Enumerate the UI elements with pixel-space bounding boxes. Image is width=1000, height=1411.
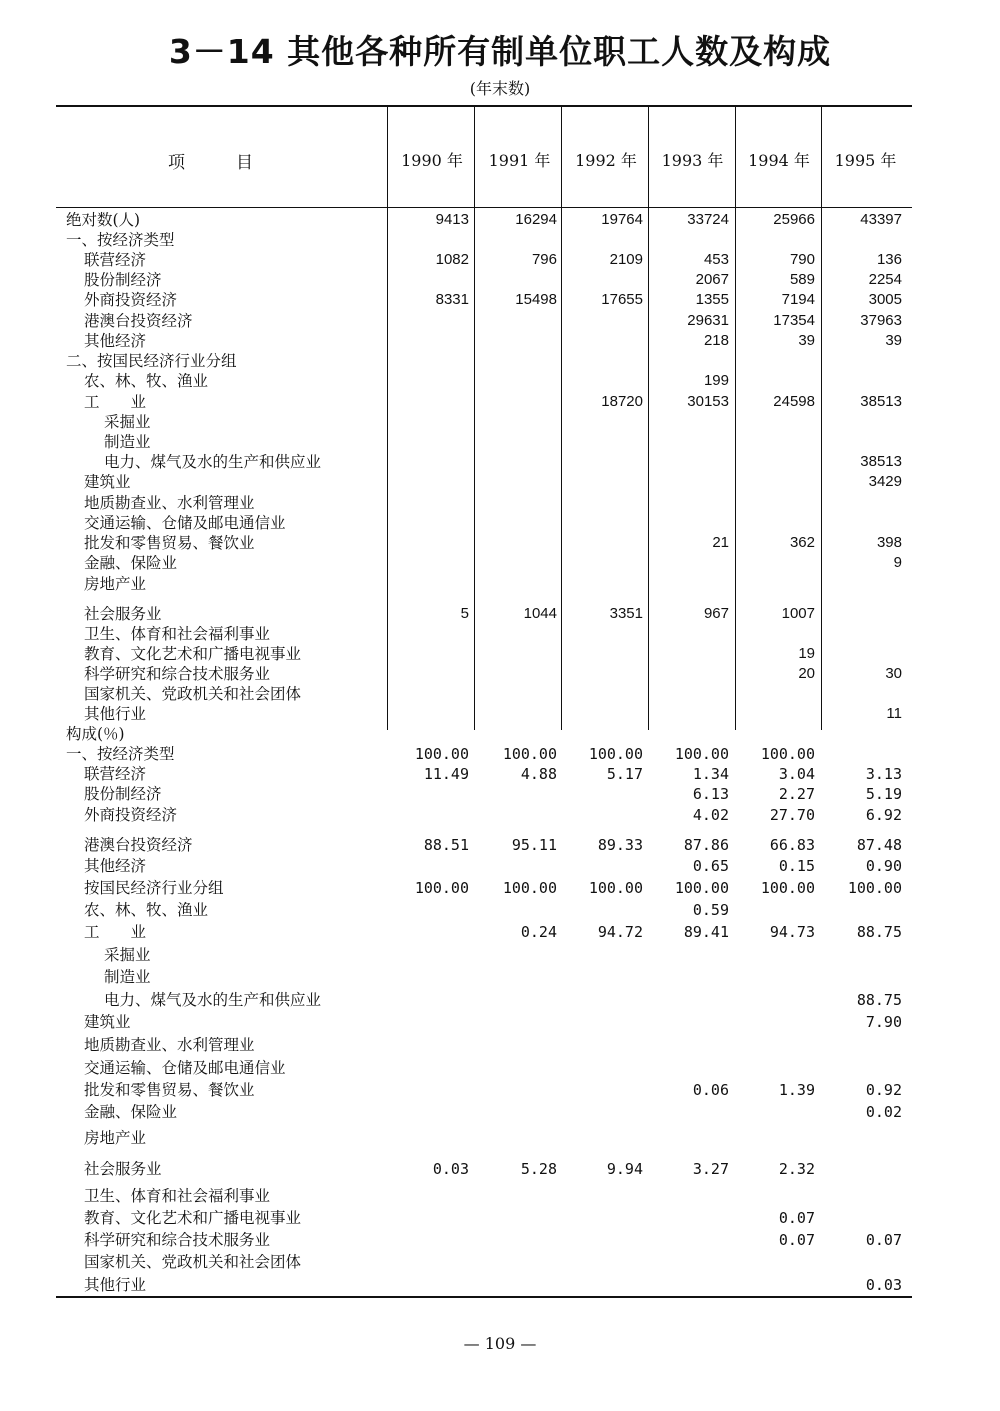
row-label: 工 业 — [84, 393, 147, 411]
table-cell: 1355 — [695, 291, 729, 308]
table-row — [0, 1102, 1000, 1122]
table-cell: 1082 — [435, 251, 469, 268]
table-row — [0, 210, 1000, 230]
table-cell: 218 — [703, 332, 729, 349]
table-cell: 2254 — [868, 271, 902, 288]
table-cell: 6.13 — [692, 785, 729, 803]
row-label: 房地产业 — [84, 575, 147, 593]
table-cell: 0.03 — [865, 1276, 902, 1294]
table-cell: 33724 — [687, 211, 729, 228]
table-cell: 0.06 — [692, 1081, 729, 1099]
row-label: 社会服务业 — [84, 1160, 162, 1178]
table-bottom-rule — [56, 1296, 912, 1298]
table-cell: 2067 — [695, 271, 729, 288]
table-cell: 100.00 — [847, 879, 902, 897]
table-row — [0, 684, 1000, 704]
header-year: 1990 年 — [401, 151, 463, 170]
table-cell: 0.07 — [865, 1231, 902, 1249]
table-header-rule — [56, 207, 912, 208]
table-cell: 24598 — [773, 393, 815, 410]
table-cell: 89.33 — [597, 836, 643, 854]
table-cell: 21 — [712, 534, 729, 551]
row-label: 教育、文化艺术和广播电视事业 — [84, 645, 302, 663]
row-label: 制造业 — [104, 433, 151, 451]
row-label: 电力、煤气及水的生产和供应业 — [104, 453, 322, 471]
table-row — [0, 1012, 1000, 1032]
row-label: 采掘业 — [104, 946, 151, 964]
table-cell: 29631 — [687, 312, 729, 329]
table-cell: 0.92 — [865, 1081, 902, 1099]
row-label: 地质勘查业、水利管理业 — [84, 494, 255, 512]
table-cell: 199 — [703, 372, 729, 389]
table-cell: 3.13 — [865, 765, 902, 783]
row-label: 二、按国民经济行业分组 — [66, 352, 237, 370]
table-cell: 2.27 — [778, 785, 815, 803]
table-cell: 100.00 — [674, 879, 729, 897]
row-label: 采掘业 — [104, 413, 151, 431]
row-label: 金融、保险业 — [84, 1103, 178, 1121]
table-row — [0, 1186, 1000, 1206]
row-label: 构成(％) — [66, 725, 125, 743]
table-cell: 88.75 — [856, 991, 902, 1009]
table-row — [0, 744, 1000, 764]
table-cell: 3429 — [868, 473, 902, 490]
row-label: 建筑业 — [84, 1013, 131, 1031]
table-cell: 89.41 — [683, 923, 729, 941]
table-cell: 136 — [876, 251, 902, 268]
row-label: 联营经济 — [84, 251, 147, 269]
table-cell: 0.07 — [778, 1231, 815, 1249]
header-item: 项 目 — [168, 153, 253, 173]
table-cell: 43397 — [860, 211, 902, 228]
header-year: 1995 年 — [834, 151, 897, 170]
table-row — [0, 724, 1000, 744]
table-cell: 0.90 — [865, 857, 902, 875]
row-label: 港澳台投资经济 — [84, 836, 193, 854]
table-row — [0, 784, 1000, 804]
table-cell: 30153 — [687, 393, 729, 410]
table-row — [0, 624, 1000, 644]
table-cell: 0.07 — [778, 1209, 815, 1227]
table-cell: 1044 — [523, 605, 557, 622]
row-label: 卫生、体育和社会福利事业 — [84, 625, 271, 643]
table-cell: 967 — [703, 605, 729, 622]
table-cell: 100.00 — [502, 879, 557, 897]
table-row — [0, 967, 1000, 987]
table-cell: 0.03 — [432, 1160, 469, 1178]
table-row — [0, 331, 1000, 351]
table-cell: 790 — [789, 251, 815, 268]
table-row — [0, 412, 1000, 432]
table-cell: 11.49 — [423, 765, 469, 783]
row-label: 社会服务业 — [84, 605, 162, 623]
row-label: 股份制经济 — [84, 785, 162, 803]
table-cell: 20 — [798, 665, 815, 682]
table-cell: 30 — [885, 665, 902, 682]
row-label: 其他行业 — [84, 1276, 147, 1294]
table-cell: 0.15 — [778, 857, 815, 875]
table-row — [0, 270, 1000, 290]
header-year: 1992 年 — [575, 151, 637, 170]
table-cell: 17655 — [601, 291, 643, 308]
table-row — [0, 1208, 1000, 1228]
row-label: 工 业 — [84, 923, 147, 941]
table-cell: 38513 — [860, 453, 902, 470]
table-row — [0, 290, 1000, 310]
row-label: 股份制经济 — [84, 271, 162, 289]
row-label: 外商投资经济 — [84, 291, 178, 309]
table-cell: 100.00 — [588, 745, 643, 763]
table-cell: 5.28 — [520, 1160, 557, 1178]
table-cell: 796 — [531, 251, 557, 268]
table-cell: 100.00 — [674, 745, 729, 763]
table-cell: 5 — [460, 605, 469, 622]
table-row — [0, 351, 1000, 371]
row-label: 金融、保险业 — [84, 554, 178, 572]
table-cell: 94.73 — [769, 923, 815, 941]
row-label: 电力、煤气及水的生产和供应业 — [104, 991, 322, 1009]
row-label: 农、林、牧、渔业 — [84, 901, 209, 919]
table-cell: 19 — [798, 645, 815, 662]
table-cell: 1.39 — [778, 1081, 815, 1099]
table-row — [0, 900, 1000, 920]
row-label: 一、按经济类型 — [66, 745, 175, 763]
table-cell: 39 — [885, 332, 902, 349]
row-label: 国家机关、党政机关和社会团体 — [84, 1253, 302, 1271]
table-cell: 38513 — [860, 393, 902, 410]
table-cell: 4.88 — [520, 765, 557, 783]
row-label: 按国民经济行业分组 — [84, 879, 224, 897]
table-cell: 100.00 — [502, 745, 557, 763]
table-row — [0, 311, 1000, 331]
row-label: 科学研究和综合技术服务业 — [84, 665, 271, 683]
page-subtitle: (年末数) — [469, 79, 531, 98]
table-row — [0, 878, 1000, 898]
table-cell: 95.11 — [511, 836, 557, 854]
row-label: 外商投资经济 — [84, 806, 178, 824]
table-cell: 3.27 — [692, 1160, 729, 1178]
table-row — [0, 1080, 1000, 1100]
table-cell: 0.59 — [692, 901, 729, 919]
row-label: 交通运输、仓储及邮电通信业 — [84, 1059, 286, 1077]
table-cell: 589 — [789, 271, 815, 288]
table-row — [0, 392, 1000, 412]
row-label: 房地产业 — [84, 1129, 147, 1147]
page-number: — 109 — — [463, 1334, 537, 1353]
table-cell: 3351 — [609, 605, 643, 622]
table-cell: 94.72 — [597, 923, 643, 941]
table-cell: 100.00 — [588, 879, 643, 897]
table-row — [0, 922, 1000, 942]
table-row — [0, 704, 1000, 724]
table-cell: 0.65 — [692, 857, 729, 875]
table-row — [0, 1275, 1000, 1295]
table-row — [0, 604, 1000, 624]
table-cell: 362 — [789, 534, 815, 551]
table-row — [0, 764, 1000, 784]
table-cell: 8331 — [435, 291, 469, 308]
table-cell: 3005 — [868, 291, 902, 308]
table-cell: 88.75 — [856, 923, 902, 941]
row-label: 其他行业 — [84, 705, 147, 723]
row-label: 科学研究和综合技术服务业 — [84, 1231, 271, 1249]
table-cell: 11 — [886, 705, 902, 722]
row-label: 一、按经济类型 — [66, 231, 175, 249]
page-title: 3－14 其他各种所有制单位职工人数及构成 — [168, 32, 832, 71]
table-cell: 0.02 — [865, 1103, 902, 1121]
table-cell: 37963 — [860, 312, 902, 329]
table-row — [0, 644, 1000, 664]
table-cell: 4.02 — [692, 806, 729, 824]
row-label: 批发和零售贸易、餐饮业 — [84, 534, 255, 552]
table-row — [0, 250, 1000, 270]
table-row — [0, 513, 1000, 533]
table-cell: 1.34 — [692, 765, 729, 783]
table-row — [0, 835, 1000, 855]
table-cell: 15498 — [515, 291, 557, 308]
row-label: 批发和零售贸易、餐饮业 — [84, 1081, 255, 1099]
table-cell: 87.86 — [683, 836, 729, 854]
table-row — [0, 1035, 1000, 1055]
table-row — [0, 472, 1000, 492]
table-top-rule — [56, 105, 912, 107]
table-row — [0, 1058, 1000, 1078]
header-year: 1994 年 — [748, 151, 810, 170]
table-cell: 2109 — [609, 251, 643, 268]
table-row — [0, 1230, 1000, 1250]
table-row — [0, 432, 1000, 452]
table-row — [0, 856, 1000, 876]
table-cell: 66.83 — [769, 836, 815, 854]
table-row — [0, 553, 1000, 573]
table-cell: 27.70 — [769, 806, 815, 824]
table-row — [0, 664, 1000, 684]
table-cell: 398 — [876, 534, 902, 551]
row-label: 农、林、牧、渔业 — [84, 372, 209, 390]
table-cell: 19764 — [601, 211, 643, 228]
table-row — [0, 452, 1000, 472]
header-year: 1993 年 — [661, 151, 724, 170]
table-row — [0, 1159, 1000, 1179]
row-label: 交通运输、仓储及邮电通信业 — [84, 514, 286, 532]
row-label: 其他经济 — [84, 857, 147, 875]
table-cell: 16294 — [515, 211, 557, 228]
table-cell: 25966 — [773, 211, 815, 228]
row-label: 港澳台投资经济 — [84, 312, 193, 330]
table-cell: 18720 — [601, 393, 643, 410]
table-row — [0, 990, 1000, 1010]
table-row — [0, 1252, 1000, 1272]
table-cell: 0.24 — [520, 923, 557, 941]
table-cell: 3.04 — [778, 765, 815, 783]
table-cell: 5.19 — [865, 785, 902, 803]
table-row — [0, 493, 1000, 513]
row-label: 绝对数(人) — [66, 211, 141, 229]
table-cell: 7.90 — [865, 1013, 902, 1031]
table-cell: 100.00 — [760, 745, 815, 763]
table-row — [0, 230, 1000, 250]
table-row — [0, 1128, 1000, 1148]
row-label: 建筑业 — [84, 473, 131, 491]
row-label: 地质勘查业、水利管理业 — [84, 1036, 255, 1054]
table-row — [0, 371, 1000, 391]
table-cell: 5.17 — [606, 765, 643, 783]
row-label: 联营经济 — [84, 765, 147, 783]
table-row — [0, 945, 1000, 965]
table-row — [0, 805, 1000, 825]
table-cell: 9 — [893, 554, 902, 571]
table-cell: 453 — [703, 251, 729, 268]
table-cell: 100.00 — [414, 879, 469, 897]
table-cell: 6.92 — [865, 806, 902, 824]
table-cell: 87.48 — [856, 836, 902, 854]
table-row — [0, 533, 1000, 553]
table-cell: 88.51 — [423, 836, 469, 854]
row-label: 制造业 — [104, 968, 151, 986]
row-label: 教育、文化艺术和广播电视事业 — [84, 1209, 302, 1227]
table-cell: 9413 — [435, 211, 469, 228]
table-cell: 2.32 — [778, 1160, 815, 1178]
table-row — [0, 574, 1000, 594]
table-cell: 100.00 — [414, 745, 469, 763]
row-label: 国家机关、党政机关和社会团体 — [84, 685, 302, 703]
table-cell: 100.00 — [760, 879, 815, 897]
row-label: 其他经济 — [84, 332, 147, 350]
table-cell: 39 — [798, 332, 815, 349]
table-cell: 7194 — [781, 291, 815, 308]
row-label: 卫生、体育和社会福利事业 — [84, 1187, 271, 1205]
table-cell: 1007 — [781, 605, 815, 622]
header-year: 1991 年 — [488, 151, 551, 170]
table-cell: 9.94 — [606, 1160, 643, 1178]
table-cell: 17354 — [773, 312, 815, 329]
